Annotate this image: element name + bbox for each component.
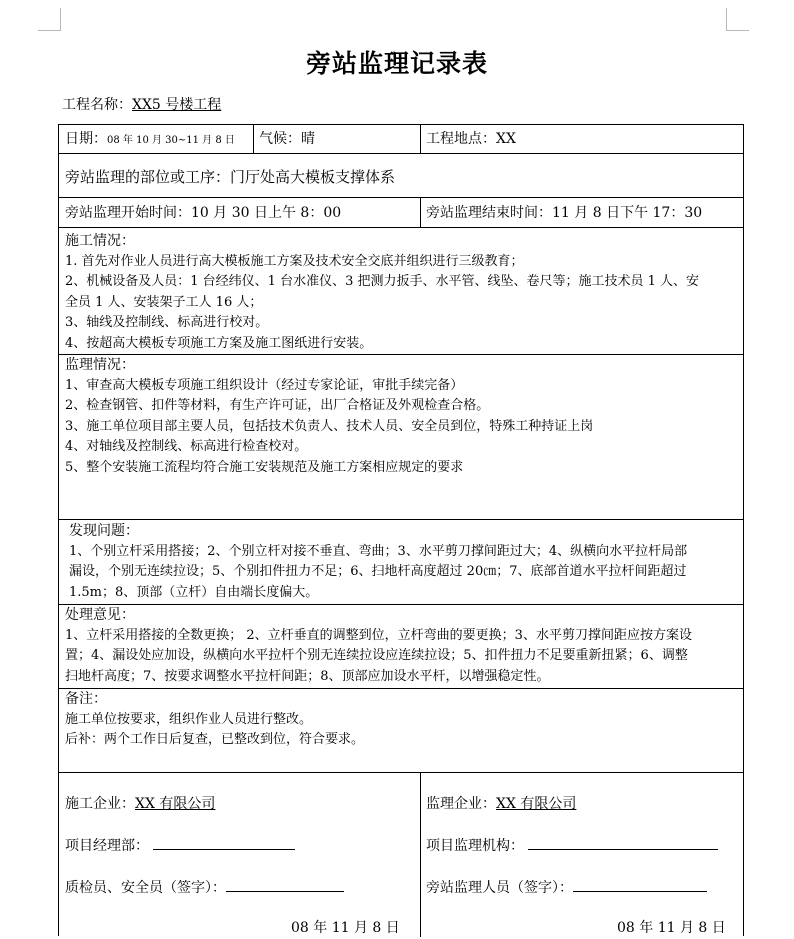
project-label: 工程名称： <box>62 97 132 113</box>
col-divider <box>420 125 421 153</box>
problems-item: 1、个别立杆采用搭接；2、个别立杆对接不垂直、弯曲；3、水平剪刀撑间距过大；4、纵横向水平拉杆局部 <box>69 543 688 559</box>
project-value: XX5 号楼工程 <box>132 97 222 113</box>
weather-value: 晴 <box>301 131 315 147</box>
supervision-section <box>65 355 737 478</box>
supervision-item: 2、检查钢管、扣件等材料，有生产许可证，出厂合格证及外观检查合格。 <box>65 398 490 413</box>
construction-item: 全员 1 人、安装架子工人 16 人； <box>65 294 263 310</box>
supervision-item: 1、审查高大模板专项施工组织设计（经过专家论证，审批手续完备） <box>65 377 464 393</box>
end-time-label: 旁站监理结束时间： <box>426 205 552 221</box>
opinions-item: 扫地杆高度；7、按要求调整水平拉杆间距；8、顶部应加设水平杆，以增强稳定性。 <box>65 668 550 684</box>
part-label: 旁站监理的部位或工序： <box>65 168 231 186</box>
start-time-value: 10 月 30 日上午 8：00 <box>191 205 342 221</box>
right-sign-date: 08 年 11 月 8 日 <box>617 920 726 936</box>
location-label: 工程地点： <box>426 131 496 147</box>
end-time-cell <box>426 203 702 223</box>
construction-section <box>65 231 737 354</box>
problems-section <box>69 521 737 603</box>
part-cell <box>65 167 395 187</box>
location-value: XX <box>496 131 516 147</box>
page-corner-mark-left <box>38 8 61 31</box>
supervision-company-label: 监理企业： <box>426 796 496 812</box>
project-manager-dept-label: 项目经理部： <box>65 838 149 854</box>
remarks-section <box>65 689 737 751</box>
construction-company <box>65 793 215 813</box>
col-divider <box>420 772 421 937</box>
supervisor-label: 旁站监理人员（签字）： <box>426 880 573 896</box>
col-divider <box>420 197 421 227</box>
supervision-heading: 监理情况： <box>65 357 135 373</box>
start-time-cell <box>65 203 341 223</box>
page-corner-mark-right <box>726 8 749 31</box>
construction-item: 2、机械设备及人员：1 台经纬仪、1 台水准仪、3 把测力扳手、水平管、线坠、卷尺等；施工技术员 1 人、安 <box>65 274 700 289</box>
construction-company-value: XX 有限公司 <box>135 796 216 812</box>
weather-label: 气候： <box>259 131 301 147</box>
construction-heading: 施工情况： <box>65 233 135 249</box>
supervision-item: 4、对轴线及控制线、标高进行检查校对。 <box>65 439 308 454</box>
opinions-item: 置；4、漏设处应加设，纵横向水平拉杆个别无连续拉设应连续拉设；5、扣件扭力不足要重新扭紧；6、调整 <box>65 648 688 663</box>
remarks-heading: 备注： <box>65 691 107 707</box>
remarks-item: 施工单位按要求，组织作业人员进行整改。 <box>65 711 313 727</box>
opinions-section <box>65 605 737 687</box>
supervision-company-value: XX 有限公司 <box>496 796 577 812</box>
problems-item: 漏设，个别无连续拉设；5、个别扣件扭力不足；6、扫地杆高度超过 20㎝；7、底部首道水平拉杆间距超过 <box>69 564 687 579</box>
construction-item: 4、按超高大模板专项施工方案及施工图纸进行安装。 <box>65 335 373 351</box>
supervisor-signature <box>426 877 707 897</box>
row-divider <box>59 519 743 520</box>
record-table <box>58 124 744 936</box>
signature-line <box>153 835 295 850</box>
project-name <box>62 94 221 114</box>
date-cell <box>65 129 235 151</box>
document-title: 旁站监理记录表 <box>305 49 488 78</box>
location-cell <box>426 129 516 149</box>
supervision-org-label: 项目监理机构： <box>426 838 524 854</box>
signature-line <box>226 877 344 892</box>
row-divider <box>59 197 743 198</box>
date-value: 08 年 10 月 30~11 月 8 日 <box>107 135 235 146</box>
date-label: 日期： <box>65 131 107 147</box>
start-time-label: 旁站监理开始时间： <box>65 205 191 221</box>
inspector-label: 质检员、安全员（签字）： <box>65 880 226 896</box>
col-divider <box>253 125 254 153</box>
row-divider <box>59 227 743 228</box>
signature-line <box>528 835 718 850</box>
left-sign-date: 08 年 11 月 8 日 <box>291 920 400 936</box>
problems-item: 1.5m；8、顶部（立杆）自由端长度偏大。 <box>69 584 319 600</box>
problems-heading: 发现问题： <box>69 523 139 539</box>
project-manager-dept <box>65 835 295 855</box>
construction-item: 1. 首先对作业人员进行高大模板施工方案及技术安全交底并组织进行三级教育； <box>65 253 524 269</box>
supervision-org <box>426 835 718 855</box>
signature-line <box>573 877 707 892</box>
supervision-company <box>426 793 576 813</box>
end-time-value: 11 月 8 日下午 17：30 <box>552 205 703 221</box>
construction-item: 3、轴线及控制线、标高进行校对。 <box>65 315 269 330</box>
construction-company-label: 施工企业： <box>65 796 135 812</box>
supervision-item: 5、整个安装施工流程均符合施工安装规范及施工方案相应规定的要求 <box>65 459 464 475</box>
supervision-item: 3、施工单位项目部主要人员，包括技术负责人、技术人员、安全员到位，特殊工种持证上岗 <box>65 418 594 434</box>
part-value: 门厅处高大模板支撑体系 <box>230 168 396 186</box>
row-divider <box>59 153 743 154</box>
remarks-item: 后补：两个工作日后复查，已整改到位，符合要求。 <box>65 732 365 747</box>
weather-cell <box>259 129 315 149</box>
opinions-item: 1、立杆采用搭接的全数更换； 2、立杆垂直的调整到位，立杆弯曲的要更换；3、水平剪刀撑间距应按方案设 <box>65 627 692 643</box>
opinions-heading: 处理意见： <box>65 607 135 623</box>
inspector-signature <box>65 877 344 897</box>
row-divider <box>59 772 743 773</box>
